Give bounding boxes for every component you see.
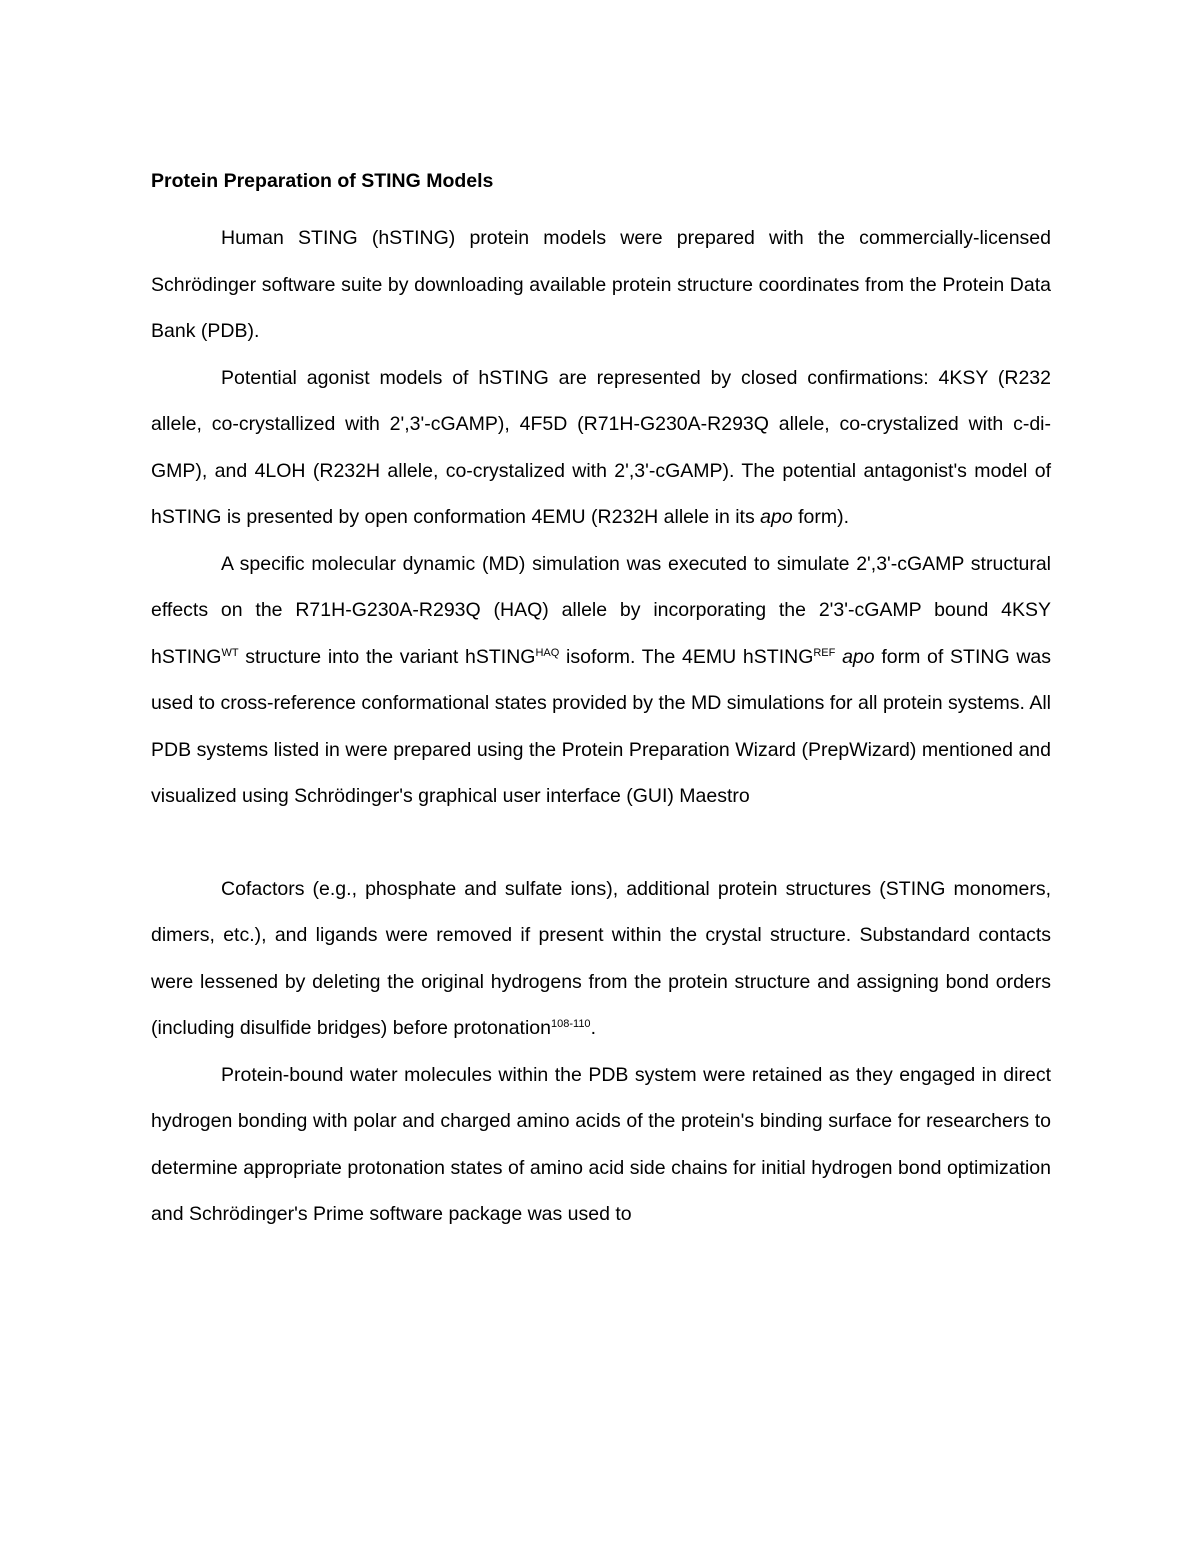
italic-apo: apo — [842, 645, 875, 668]
superscript-ref: REF — [813, 646, 836, 659]
superscript-haq: HAQ — [535, 646, 560, 659]
paragraph-agonist-models — [151, 355, 1051, 541]
paragraph-text: Potential agonist models of hSTING are represented by closed confirmations: 4KSY (R232 allele, co-crystallized with 2',3'-cGAMP), 4F5D (R71H-G230A-R293Q allele, co-crystalized with c-di-GMP), and 4LOH (R232H allele, co-crystalized with 2',3'-cGAMP). The potential antagonist's model of hSTING is presented by open conformation 4EMU (R232H allele in its — [151, 366, 1051, 528]
superscript-wt: WT — [221, 646, 239, 659]
paragraph-text: form). — [792, 506, 850, 528]
paragraph-md-simulation — [151, 541, 1051, 820]
paragraph-text: . — [590, 1017, 596, 1039]
paragraph-text: isoform. The 4EMU hSTING — [559, 645, 814, 668]
paragraph-text: A specific molecular dynamic (MD) simulation was executed to simulate 2',3'-cGAMP structural effects on the R71H-G230A-R293Q (HAQ) allele by incorporating the 2'3'-cGAMP bound 4KSY hSTING — [151, 552, 1051, 668]
citation-ref: 108-110 — [551, 1018, 591, 1030]
paragraph-hsting-models: Human STING (hSTING) protein models were prepared with the commercially-licensed Schrödinger software suite by downloading available protein structure coordinates from the Protein Data Bank (PDB). — [151, 227, 1051, 342]
paragraph-cofactors — [151, 866, 1051, 1052]
paragraph-text: Cofactors (e.g., phosphate and sulfate ions), additional protein structures (STING monomers, dimers, etc.), and ligands were removed if present within the crystal structure. Substandard contacts were lessened by deleting the original hydrogens from the protein structure and assigning bond orders (including disulfide bridges) before protonation — [151, 877, 1051, 1039]
paragraph-text: form of STING was used to cross-reference conformational states provided by the MD simulations for all protein systems. All PDB systems listed in were prepared using the Protein Preparation Wizard (PrepWizard) mentioned and visualized using Schrödinger's graphical user interface (GUI) Maestro — [151, 645, 1051, 807]
section-heading: Protein Preparation of STING Models — [151, 170, 494, 192]
paragraph-water-molecules: Protein-bound water molecules within the PDB system were retained as they engaged in direct hydrogen bonding with polar and charged amino acids of the protein's binding surface for researchers to determine appropriate protonation states of amino acid side chains for initial hydrogen bond optimization and Schrödinger's Prime software package was used to — [151, 1063, 1051, 1225]
document-body — [151, 165, 1051, 1238]
paragraph-text: structure into the variant hSTING — [238, 645, 536, 668]
italic-apo: apo — [760, 506, 793, 528]
